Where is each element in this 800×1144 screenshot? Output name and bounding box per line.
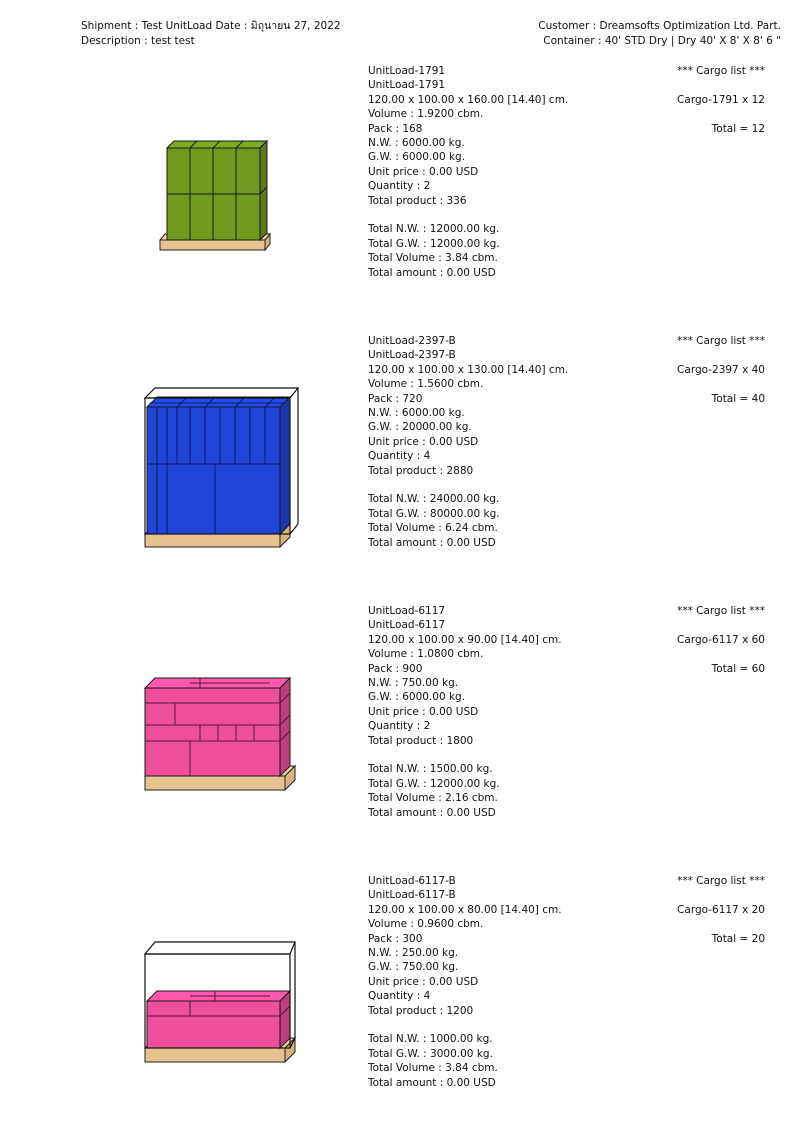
total-product: Total product : 336 — [368, 194, 467, 207]
unit-load-name-2: UnitLoad-6117 — [368, 619, 446, 632]
cargo-list-item: Cargo-1791 x 12 — [677, 93, 765, 106]
volume: Volume : 1.0800 cbm. — [368, 648, 484, 661]
cargo-list — [677, 874, 765, 946]
pack: Pack : 300 — [368, 932, 423, 945]
gross-weight: G.W. : 20000.00 kg. — [368, 421, 472, 434]
dimensions: 120.00 x 100.00 x 160.00 [14.40] cm. — [368, 93, 569, 106]
total-volume: Total Volume : 2.16 cbm. — [368, 792, 498, 805]
cargo-list-title: *** Cargo list *** — [677, 605, 765, 617]
cargo-list — [677, 64, 765, 136]
total-gross-weight: Total G.W. : 3000.00 kg. — [368, 1047, 493, 1060]
cargo-list-item: Cargo-6117 x 60 — [677, 633, 765, 646]
pack: Pack : 720 — [368, 392, 423, 405]
cargo-list-total: Total = 60 — [711, 662, 765, 675]
cargo-list-title: *** Cargo list *** — [677, 875, 765, 887]
unit-load-details — [368, 874, 562, 1090]
quantity: Quantity : 4 — [368, 450, 431, 463]
total-gross-weight: Total G.W. : 12000.00 kg. — [368, 777, 500, 790]
cargo-side-face — [280, 678, 290, 776]
total-product: Total product : 1800 — [368, 734, 474, 747]
unit-load-illustration — [130, 356, 300, 556]
unit-load-block — [0, 334, 800, 604]
quantity: Quantity : 4 — [368, 990, 431, 1003]
total-net-weight: Total N.W. : 1500.00 kg. — [368, 763, 493, 776]
total-volume: Total Volume : 3.84 cbm. — [368, 1062, 498, 1075]
gross-weight: G.W. : 6000.00 kg. — [368, 691, 466, 704]
unit-load-name: UnitLoad-6117 — [368, 605, 446, 617]
cargo-list-title: *** Cargo list *** — [677, 335, 765, 347]
unit-load-details — [368, 604, 562, 820]
unit-price: Unit price : 0.00 USD — [368, 435, 479, 448]
net-weight: N.W. : 750.00 kg. — [368, 677, 459, 690]
volume: Volume : 1.9200 cbm. — [368, 108, 484, 121]
total-volume: Total Volume : 3.84 cbm. — [368, 252, 498, 265]
unit-load-name-2: UnitLoad-1791 — [368, 79, 446, 92]
pack: Pack : 168 — [368, 122, 423, 135]
unit-load-illustration — [130, 896, 300, 1096]
unit-price: Unit price : 0.00 USD — [368, 705, 479, 718]
cargo-front-face — [147, 1001, 280, 1048]
cargo-list-total: Total = 40 — [711, 392, 765, 405]
cargo-list — [677, 334, 765, 406]
unit-load-illustration — [130, 86, 300, 286]
net-weight: N.W. : 6000.00 kg. — [368, 137, 465, 150]
dimensions: 120.00 x 100.00 x 90.00 [14.40] cm. — [368, 633, 562, 646]
pack: Pack : 900 — [368, 662, 423, 675]
total-volume: Total Volume : 6.24 cbm. — [368, 522, 498, 535]
unit-load-name-2: UnitLoad-6117-B — [368, 889, 456, 902]
unit-load-block — [0, 874, 800, 1144]
cargo-side-face — [280, 397, 290, 534]
unit-load-name: UnitLoad-1791 — [368, 65, 446, 77]
total-net-weight: Total N.W. : 24000.00 kg. — [368, 493, 500, 506]
volume: Volume : 1.5600 cbm. — [368, 378, 484, 391]
total-net-weight: Total N.W. : 12000.00 kg. — [368, 223, 500, 236]
unit-load-name-2: UnitLoad-2397-B — [368, 349, 456, 362]
customer-line: Customer : Dreamsofts Optimization Ltd. Part. — [538, 20, 781, 32]
unit-load-name: UnitLoad-6117-B — [368, 875, 456, 887]
unit-price: Unit price : 0.00 USD — [368, 975, 479, 988]
description-line: Description : test test — [81, 35, 195, 47]
unit-load-block — [0, 64, 800, 334]
total-amount: Total amount : 0.00 USD — [368, 806, 496, 819]
header-left — [81, 19, 341, 49]
unit-load-block — [0, 604, 800, 874]
gross-weight: G.W. : 6000.00 kg. — [368, 151, 466, 164]
cargo-list — [677, 604, 765, 676]
cargo-list-title: *** Cargo list *** — [677, 65, 765, 77]
container-line: Container : 40' STD Dry | Dry 40' X 8' X 8' 6 " — [543, 35, 781, 47]
header-right — [538, 19, 781, 49]
unit-load-illustration — [130, 626, 300, 826]
cargo-front-face — [145, 688, 280, 776]
total-amount: Total amount : 0.00 USD — [368, 266, 496, 279]
cargo-list-total: Total = 12 — [711, 122, 765, 135]
total-gross-weight: Total G.W. : 12000.00 kg. — [368, 237, 500, 250]
dimensions: 120.00 x 100.00 x 130.00 [14.40] cm. — [368, 363, 569, 376]
unit-load-name: UnitLoad-2397-B — [368, 335, 456, 347]
total-product: Total product : 1200 — [368, 1004, 474, 1017]
total-product: Total product : 2880 — [368, 464, 474, 477]
gross-weight: G.W. : 750.00 kg. — [368, 961, 459, 974]
cargo-list-item: Cargo-6117 x 20 — [677, 903, 765, 916]
unit-load-details — [368, 64, 568, 280]
volume: Volume : 0.9600 cbm. — [368, 918, 484, 931]
quantity: Quantity : 2 — [368, 180, 431, 193]
total-gross-weight: Total G.W. : 80000.00 kg. — [368, 507, 500, 520]
total-amount: Total amount : 0.00 USD — [368, 1076, 496, 1089]
unit-price: Unit price : 0.00 USD — [368, 165, 479, 178]
net-weight: N.W. : 250.00 kg. — [368, 947, 459, 960]
cargo-side-face — [280, 991, 290, 1048]
total-amount: Total amount : 0.00 USD — [368, 536, 496, 549]
net-weight: N.W. : 6000.00 kg. — [368, 407, 465, 420]
unit-load-details — [368, 334, 568, 550]
shipment-line: Shipment : Test UnitLoad Date : มิถุนายน 27, 2022 — [81, 20, 341, 32]
cargo-list-item: Cargo-2397 x 40 — [677, 363, 765, 376]
total-net-weight: Total N.W. : 1000.00 kg. — [368, 1033, 493, 1046]
dimensions: 120.00 x 100.00 x 80.00 [14.40] cm. — [368, 903, 562, 916]
cargo-list-total: Total = 20 — [711, 932, 765, 945]
quantity: Quantity : 2 — [368, 720, 431, 733]
